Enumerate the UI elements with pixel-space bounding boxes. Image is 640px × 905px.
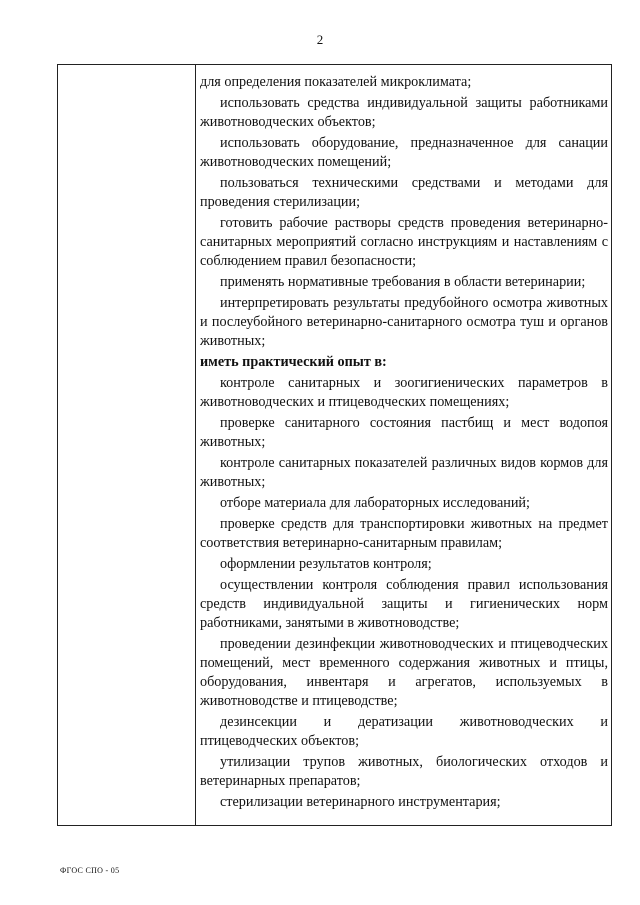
list-item: готовить рабочие растворы средств проведения ветеринарно-санитарных мероприятий согласно инструкциям и наставлениям с соблюдением правил безопасности;: [200, 215, 608, 269]
list-item: оформлении результатов контроля;: [220, 556, 432, 572]
list-item: отборе материала для лабораторных исследований;: [220, 495, 530, 511]
list-item: для определения показателей микроклимата;: [200, 74, 472, 90]
list-item: пользоваться техническими средствами и методами для проведения стерилизации;: [200, 175, 608, 210]
column-divider: [195, 65, 196, 825]
experience-list: [200, 374, 608, 812]
requirements-table: [57, 64, 612, 826]
document-code-footer: ФГОС СПО - 05: [60, 866, 120, 875]
list-item: интерпретировать результаты предубойного осмотра животных и послеубойного ветеринарно-санитарного осмотра туш и органов животных;: [200, 295, 608, 349]
list-item: использовать оборудование, предназначенное для санации животноводческих помещений;: [200, 135, 608, 170]
list-item: осуществлении контроля соблюдения правил использования средств индивидуальной защиты и гигиенических норм работниками, занятыми в животноводстве;: [200, 577, 608, 631]
list-item: контроле санитарных и зоогигиенических параметров в животноводческих и птицеводческих помещениях;: [200, 375, 608, 410]
list-item: проверке санитарного состояния пастбищ и мест водопоя животных;: [200, 415, 608, 450]
list-item: применять нормативные требования в области ветеринарии;: [220, 274, 586, 290]
list-item: стерилизации ветеринарного инструментария;: [220, 794, 501, 810]
list-item: проведении дезинфекции животноводческих и птицеводческих помещений, мест временного содержания животных и птицы, оборудования, инвентаря и агрегатов, используемых в животноводстве и птицеводстве;: [200, 636, 608, 709]
list-item: утилизации трупов животных, биологических отходов и ветеринарных препаратов;: [200, 754, 608, 789]
list-item: проверке средств для транспортировки животных на предмет соответствия ветеринарно-санитарным правилам;: [200, 516, 608, 551]
list-item: дезинсекции и дератизации животноводческих и птицеводческих объектов;: [200, 714, 608, 749]
list-item: использовать средства индивидуальной защиты работниками животноводческих объектов;: [200, 95, 608, 130]
page-number: 2: [316, 32, 324, 47]
list-item: контроле санитарных показателей различных видов кормов для животных;: [200, 455, 608, 490]
requirements-cell: [200, 73, 608, 814]
practical-experience-heading: иметь практический опыт в:: [200, 354, 387, 370]
skills-list: [200, 73, 608, 351]
